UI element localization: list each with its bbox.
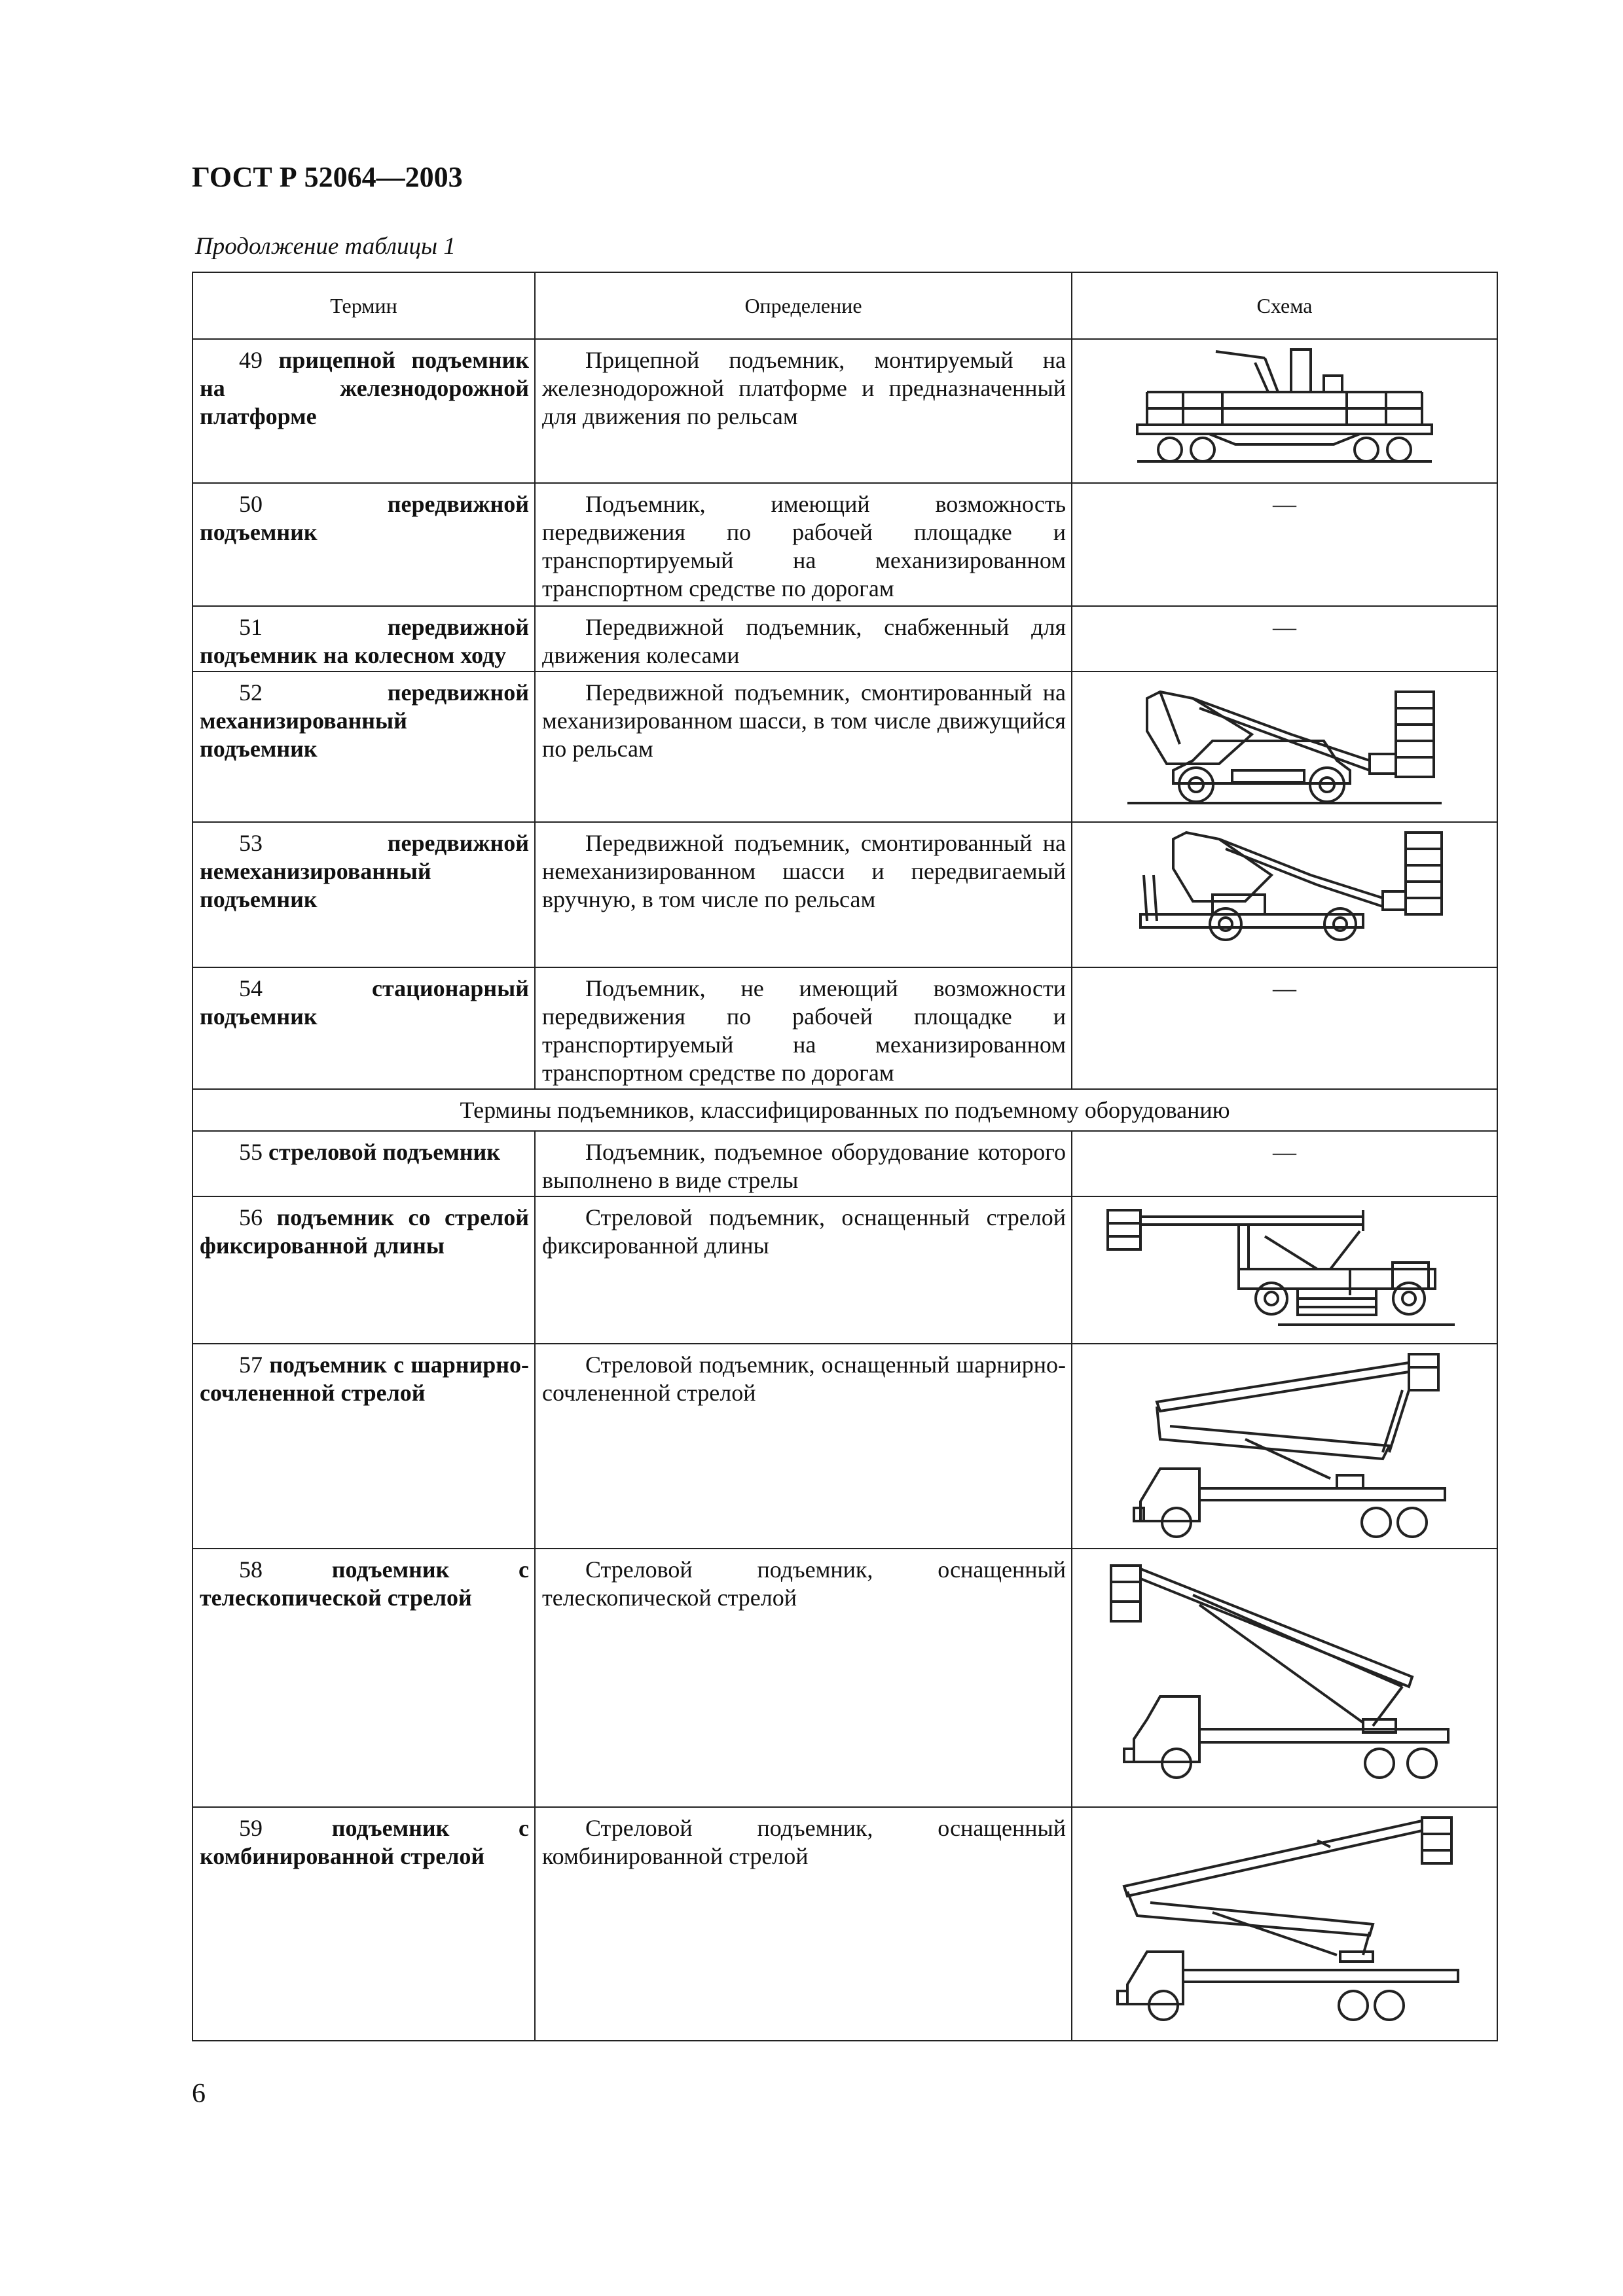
definition-text: Стреловой подъемник, оснащенный стрелой фиксированной длины [542, 1204, 1066, 1259]
definition-cell [535, 339, 1072, 483]
table-caption: Продолжение таблицы 1 [195, 233, 456, 260]
table-header-row [192, 272, 1497, 339]
table-row [192, 967, 1497, 1089]
column-header-definition: Определение [535, 272, 1072, 339]
scheme-cell [1072, 1196, 1497, 1344]
table-row [192, 1131, 1497, 1196]
definition-text: Подъемник, не имеющий возможности передвижения по рабочей площадке и транспортируемый на механизированном транспортном средстве по дорогам [542, 975, 1066, 1086]
definition-text: Передвижной подъемник, смонтированный на немеханизированном шасси и передвигаемый вручную, в том числе по рельсам [542, 830, 1066, 912]
term-text: передвижной механизированный подъемник [200, 679, 529, 762]
term-number: 57 [239, 1352, 263, 1378]
term-text: подъемник с шарнирно-сочлененной стрелой [200, 1352, 529, 1406]
table-row [192, 1196, 1497, 1344]
definition-cell [535, 1807, 1072, 2041]
term-number: 58 [239, 1556, 263, 1583]
definition-text: Подъемник, имеющий возможность передвижения по рабочей площадке и транспортируемый на механизированном транспортном средстве по дорогам [542, 491, 1066, 601]
term-cell [192, 672, 535, 822]
scheme-cell: — [1072, 967, 1497, 1089]
mechanized-lift-diagram [1121, 672, 1448, 813]
term-number: 49 [239, 347, 263, 373]
rail-platform-lift-diagram [1131, 340, 1438, 471]
table-row [192, 1807, 1497, 2041]
definition-cell [535, 822, 1072, 967]
term-number: 50 [239, 491, 263, 517]
column-header-term: Термин [192, 272, 535, 339]
definition-cell [535, 1196, 1072, 1344]
scheme-cell [1072, 1344, 1497, 1549]
definition-text: Передвижной подъемник, снабженный для движения колесами [542, 614, 1066, 668]
section-title: Термины подъемников, классифицированных по подъемному оборудованию [192, 1089, 1497, 1131]
definition-cell [535, 1549, 1072, 1807]
table-row [192, 483, 1497, 606]
scheme-cell [1072, 1549, 1497, 1807]
term-number: 52 [239, 679, 263, 706]
terms-table [192, 272, 1498, 2041]
definition-text: Стреловой подъемник, оснащенный комбинированной стрелой [542, 1815, 1066, 1869]
definition-cell [535, 1344, 1072, 1549]
definition-cell [535, 672, 1072, 822]
scheme-cell: — [1072, 483, 1497, 606]
scheme-cell: — [1072, 1131, 1497, 1196]
articulated-boom-lift-diagram [1114, 1344, 1455, 1541]
column-header-scheme: Схема [1072, 272, 1497, 339]
term-cell [192, 1807, 535, 2041]
term-cell [192, 1131, 535, 1196]
definition-text: Прицепной подъемник, монтируемый на железнодорожной платформе и предназначенный для движения по рельсам [542, 347, 1066, 429]
term-text: передвижной немеханизированный подъемник [200, 830, 529, 912]
telescopic-boom-lift-diagram [1101, 1549, 1468, 1785]
table-row [192, 1344, 1497, 1549]
definition-cell [535, 1131, 1072, 1196]
term-number: 55 [239, 1139, 263, 1165]
term-cell [192, 967, 535, 1089]
definition-cell [535, 967, 1072, 1089]
scheme-cell [1072, 822, 1497, 967]
document-header: ГОСТ Р 52064—2003 [192, 161, 463, 193]
term-text: подъемник с телескопической стрелой [200, 1556, 530, 1611]
term-text: подъемник с комбинированной стрелой [200, 1815, 530, 1869]
scheme-cell: — [1072, 606, 1497, 672]
term-cell [192, 822, 535, 967]
term-number: 59 [239, 1815, 263, 1841]
term-text: передвижной подъемник [200, 491, 529, 545]
table-row [192, 822, 1497, 967]
scheme-cell [1072, 672, 1497, 822]
term-text: стреловой подъемник [268, 1139, 500, 1165]
term-text: подъемник со стрелой фиксированной длины [200, 1204, 529, 1259]
term-cell [192, 483, 535, 606]
page-number: 6 [192, 2079, 206, 2109]
term-text: передвижной подъемник на колесном ходу [200, 614, 529, 668]
term-cell [192, 606, 535, 672]
definition-text: Стреловой подъемник, оснащенный шарнирно-сочлененной стрелой [542, 1352, 1066, 1406]
section-row [192, 1089, 1497, 1131]
term-number: 53 [239, 830, 263, 856]
term-cell [192, 339, 535, 483]
term-cell [192, 1549, 535, 1807]
combined-boom-lift-diagram [1101, 1808, 1468, 2030]
term-text: стационарный подъемник [200, 975, 529, 1030]
term-number: 54 [239, 975, 263, 1001]
term-number: 56 [239, 1204, 263, 1230]
definition-text: Подъемник, подъемное оборудование которого выполнено в виде стрелы [542, 1139, 1066, 1193]
definition-cell [535, 606, 1072, 672]
definition-text: Стреловой подъемник, оснащенный телескопической стрелой [542, 1556, 1066, 1611]
term-text: прицепной подъемник на железнодорожной платформе [200, 347, 529, 429]
table-row [192, 339, 1497, 483]
non-mechanized-lift-diagram [1121, 823, 1448, 957]
table-row [192, 1549, 1497, 1807]
scheme-cell [1072, 339, 1497, 483]
term-cell [192, 1344, 535, 1549]
definition-text: Передвижной подъемник, смонтированный на механизированном шасси, в том числе движущийся по рельсам [542, 679, 1066, 762]
fixed-boom-lift-diagram [1101, 1197, 1468, 1338]
table-row [192, 606, 1497, 672]
table-row [192, 672, 1497, 822]
term-cell [192, 1196, 535, 1344]
definition-cell [535, 483, 1072, 606]
term-number: 51 [239, 614, 263, 640]
scheme-cell [1072, 1807, 1497, 2041]
